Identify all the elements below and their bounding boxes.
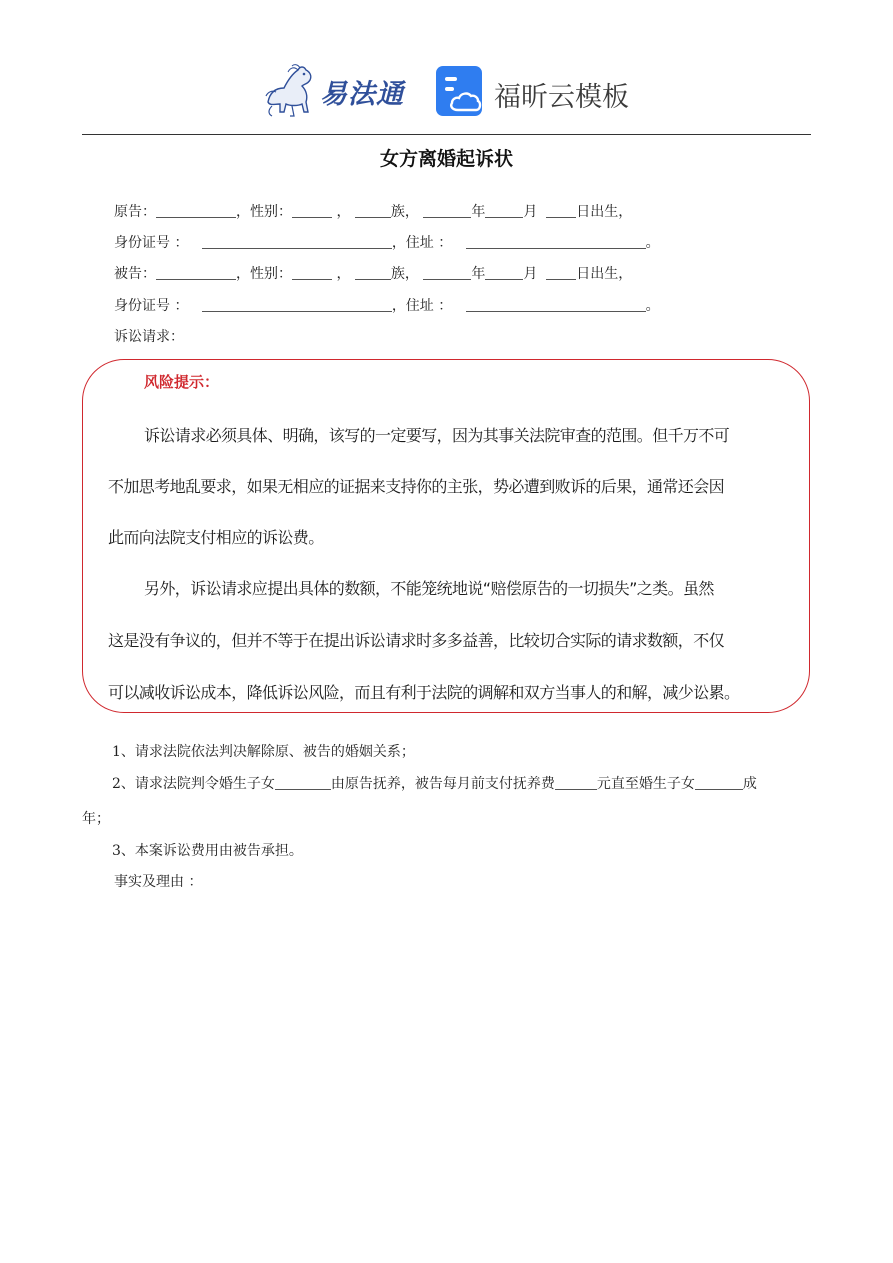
defendant-month-blank [485, 265, 523, 280]
defendant-birth-label: 日出生， [576, 266, 633, 282]
claim-item-2 [112, 773, 757, 793]
claims-heading: 诉讼请求： [114, 329, 184, 345]
defendant-id-label: 身份证号 ： [114, 298, 189, 314]
risk-text-line: 另外，诉讼请求应提出具体的数额，不能笼统地说“赔偿原告的一切损失”之类。虽然 [144, 579, 714, 598]
claim-2-age-blank [695, 775, 743, 790]
risk-text-line: 可以减收诉讼成本，降低诉讼风险，而且有利于法院的调解和双方当事人的和解，减少讼累。 [108, 683, 740, 702]
defendant-address-label: ，住址 ： [391, 298, 453, 314]
claim-2-part-d: 成 [742, 776, 757, 792]
risk-text-line: 这是没有争议的，但并不等于在提出诉讼请求时多多益善，比较切合实际的请求数额，不仅 [108, 631, 725, 650]
fuxin-logo-text: 福昕云模板 [494, 82, 629, 113]
facts-heading: 事实及理由 ： [114, 874, 203, 890]
claim-2-part-b: 由原告抚养，被告每月前支付抚养费 [330, 776, 555, 792]
risk-text-line: 不加思考地乱要求，如果无相应的证据来支持你的主张，势必遭到败诉的后果，通常还会因 [108, 477, 725, 496]
plaintiff-month-blank [485, 203, 523, 218]
claim-2-child-blank [275, 775, 331, 790]
plaintiff-label: 原告： [114, 204, 156, 220]
claim-2-amount-blank [555, 775, 597, 790]
plaintiff-ethnic-blank [355, 203, 391, 218]
plaintiff-day-blank [546, 203, 576, 218]
defendant-ethnic-label: 族， [390, 266, 419, 282]
plaintiff-address-blank [466, 234, 646, 249]
plaintiff-year-blank [423, 203, 471, 218]
header-divider [82, 134, 811, 135]
risk-text-line: 此而向法院支付相应的诉讼费。 [108, 528, 324, 547]
plaintiff-name-blank [156, 203, 236, 218]
defendant-gender-label: ，性别： [236, 266, 292, 282]
risk-notice-title: 风险提示： [144, 373, 220, 391]
defendant-year-label: 年 [471, 266, 486, 282]
document-title: 女方离婚起诉状 [379, 148, 513, 170]
yifatong-logo-text: 易法通 [320, 79, 404, 110]
plaintiff-address-label: ，住址 ： [391, 235, 453, 251]
plaintiff-birth-label: 日出生， [576, 204, 633, 220]
claim-item-3: 3、本案诉讼费用由被告承担。 [112, 843, 303, 859]
horse-logo-icon [262, 62, 322, 118]
plaintiff-id-label: 身份证号 ： [114, 235, 189, 251]
plaintiff-gender-label: ，性别： [236, 204, 292, 220]
defendant-address-blank [466, 297, 646, 312]
plaintiff-month-label: 月 [523, 204, 538, 220]
defendant-line: 被告： ，性别： ， 族， 年 月 日出生， [114, 266, 633, 282]
defendant-gender-blank [292, 265, 332, 280]
plaintiff-year-label: 年 [471, 204, 486, 220]
claim-item-1: 1、请求法院依法判决解除原、被告的婚姻关系； [112, 744, 415, 760]
defendant-month-label: 月 [523, 266, 538, 282]
plaintiff-line: 原告： ，性别： ， 族， 年 月 日出生， [114, 204, 633, 220]
plaintiff-gender-blank [292, 203, 332, 218]
yifatong-logo [262, 62, 412, 118]
defendant-id-end: 。 [645, 298, 660, 314]
risk-text-line: 诉讼请求必须具体、明确，该写的一定要写，因为其事关法院审查的范围。但千万不可 [144, 426, 730, 445]
defendant-id-line [114, 297, 660, 315]
defendant-name-blank [156, 265, 236, 280]
plaintiff-id-end: 。 [645, 235, 660, 251]
defendant-id-blank [202, 297, 392, 312]
claim-2-part-c: 元直至婚生子女 [596, 776, 695, 792]
defendant-year-blank [423, 265, 471, 280]
plaintiff-id-blank [202, 234, 392, 249]
defendant-day-blank [546, 265, 576, 280]
plaintiff-ethnic-label: 族， [390, 204, 419, 220]
claim-item-2-wrap: 年； [82, 811, 110, 827]
defendant-label: 被告： [114, 266, 156, 282]
defendant-ethnic-blank [355, 265, 391, 280]
claim-2-part-a: 2、请求法院判令婚生子女 [112, 776, 275, 792]
plaintiff-id-line [114, 234, 660, 252]
cloud-document-icon [436, 66, 486, 118]
